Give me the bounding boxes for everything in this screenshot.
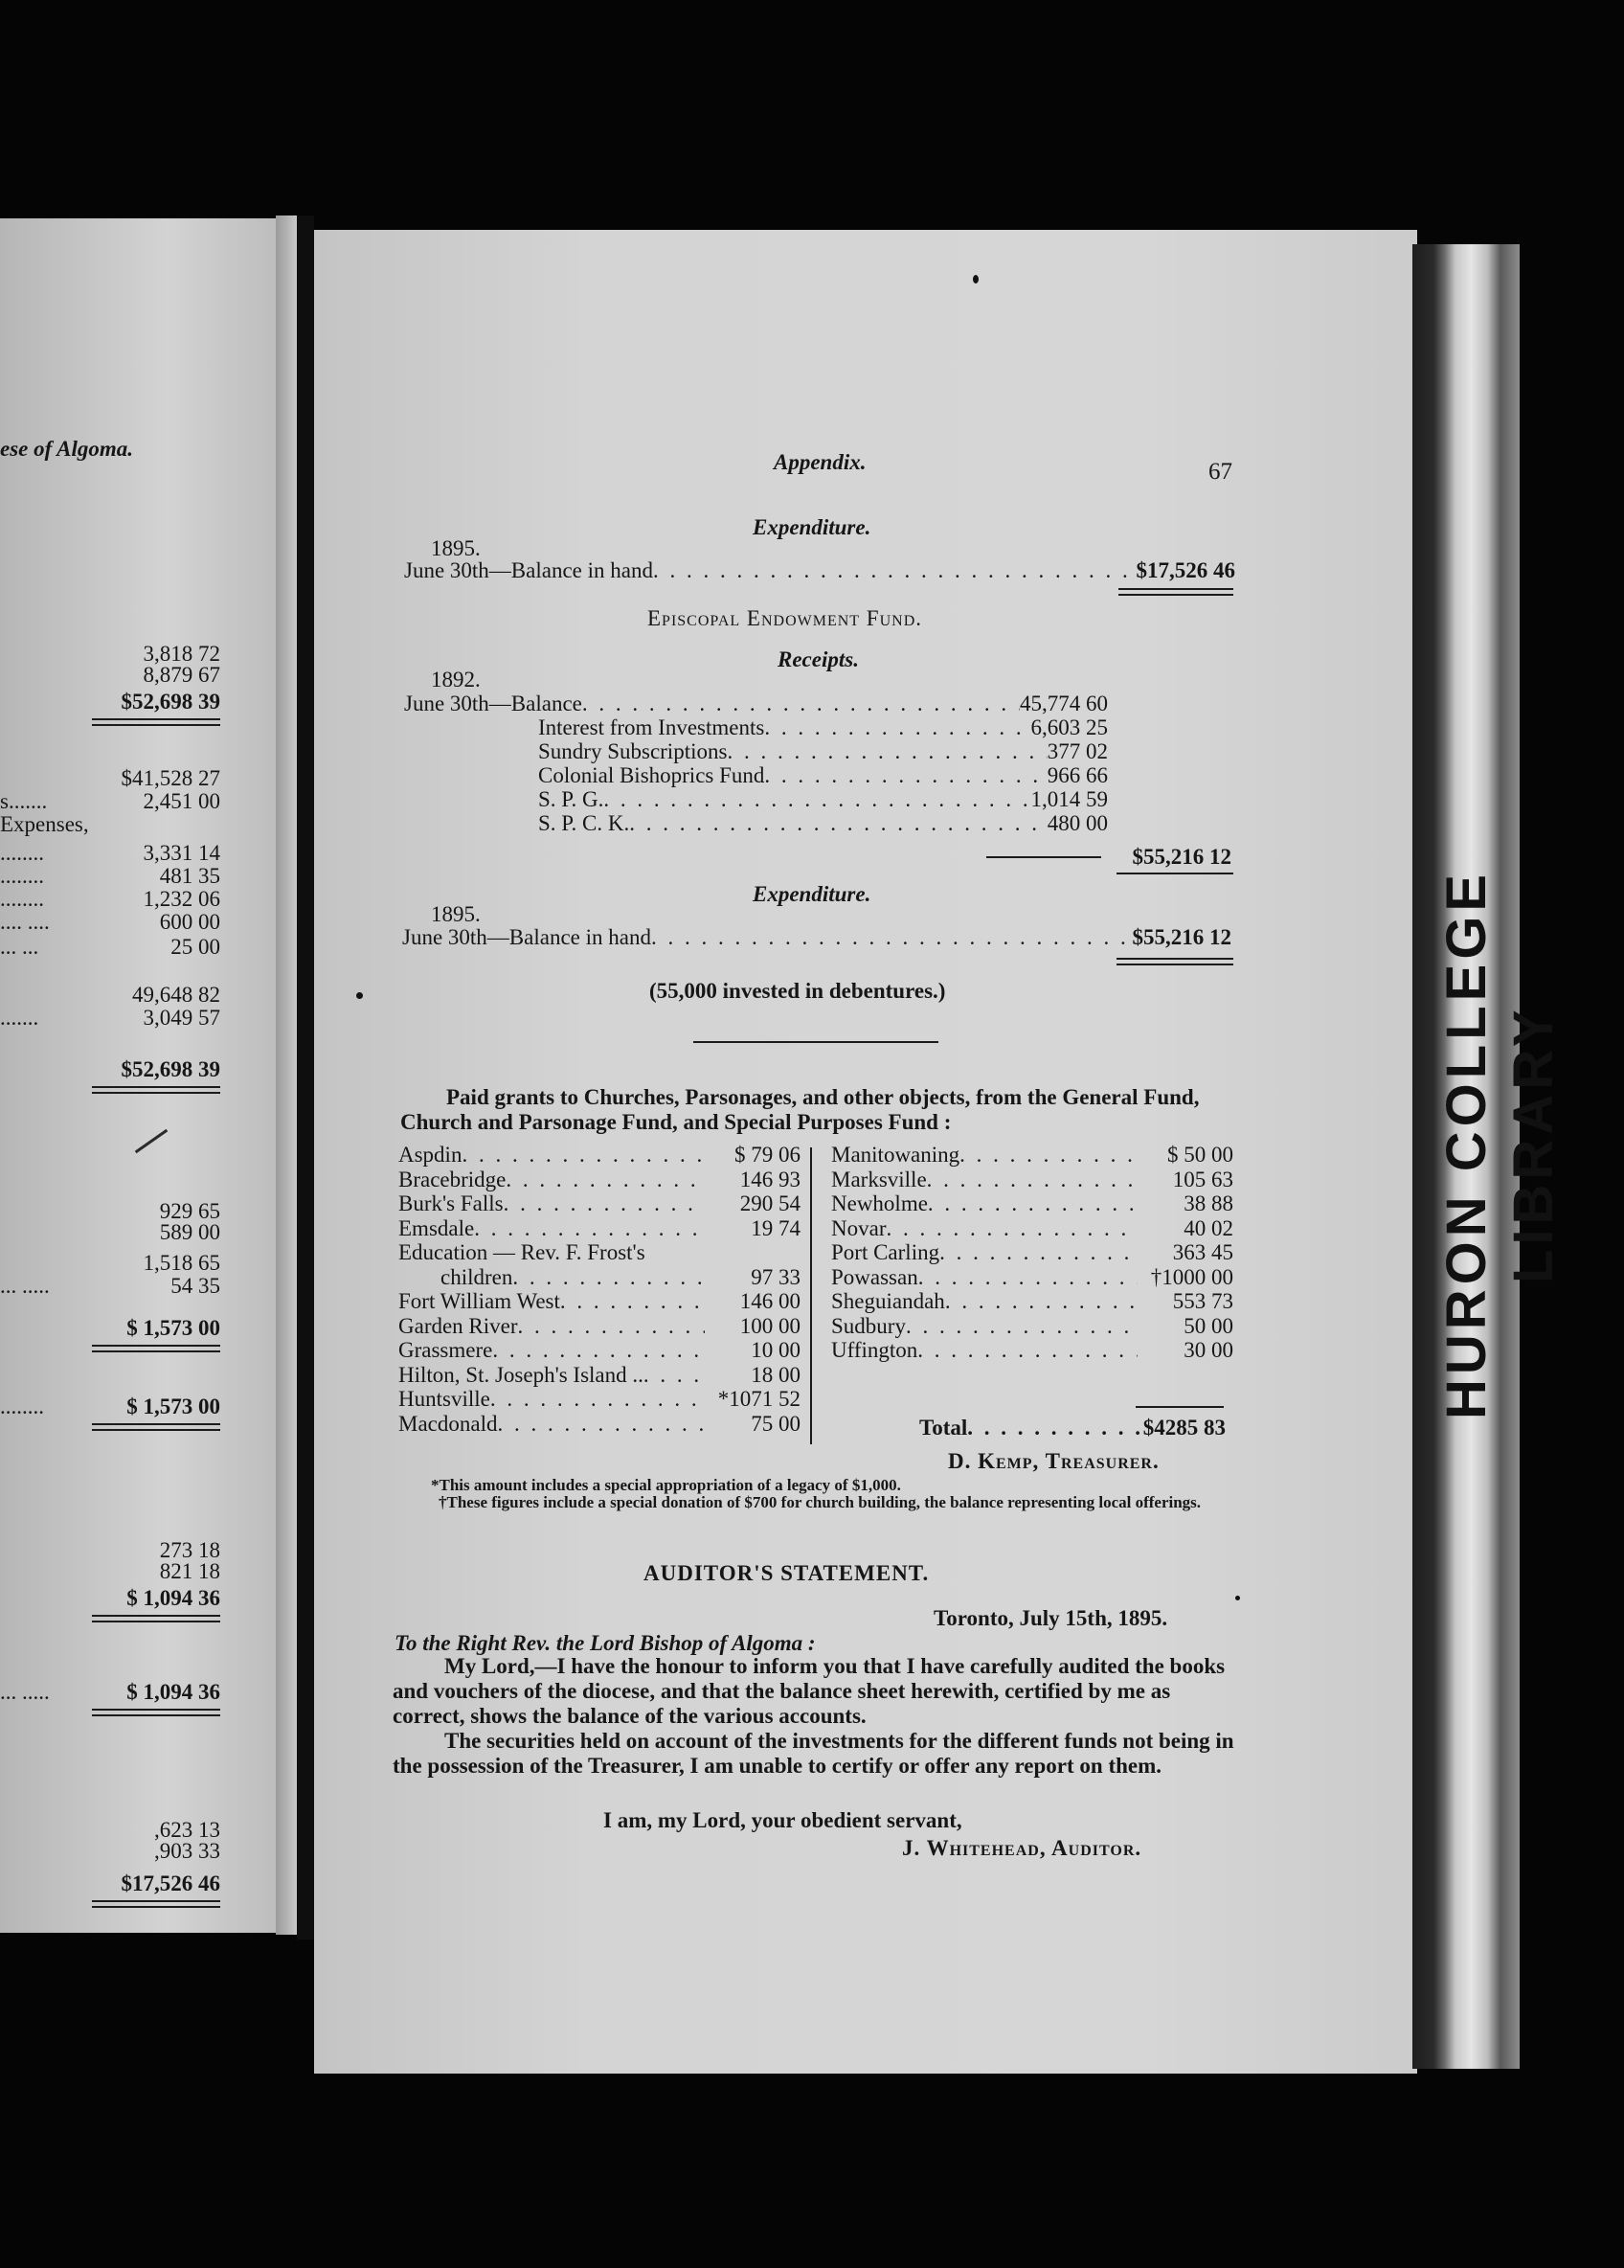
double-rule-bottom [1116,964,1233,965]
auditor-title: AUDITOR'S STATEMENT. [643,1561,930,1585]
endowment-line-label: S. P. C. K. [538,811,630,835]
grant-row [831,1191,1233,1216]
left-ledger-amount: 3,331 14 [143,841,220,865]
left-ledger-label: ... ..... [0,1680,50,1704]
left-ledger-label: .... .... [0,910,50,934]
left-ledger-amount: 49,648 82 [132,983,220,1007]
treasurer-signature: D. Kemp, Treasurer. [948,1449,1160,1473]
left-ledger-line [0,910,220,935]
endowment-line-amount: 480 00 [1047,811,1108,835]
leader-dots [492,1338,705,1363]
left-ledger-amount: $ 1,094 36 [126,1586,220,1610]
left-ledger-line [0,1274,220,1299]
left-ledger-amount: 589 00 [159,1220,220,1244]
left-ledger-label: ... ... [0,935,39,959]
left-total-rule [92,1615,220,1617]
column-divider [810,1147,812,1444]
grant-row [831,1216,1233,1241]
grant-recipient: Macdonald [398,1411,498,1436]
left-ledger-line [0,1220,220,1245]
grant-row [398,1168,801,1192]
leader-dots [928,1191,1138,1216]
leader-dots [603,787,1030,812]
left-ledger-line [0,690,220,714]
grant-amount: 75 00 [751,1411,801,1436]
grant-row [831,1265,1233,1290]
grant-recipient: Port Carling [831,1240,940,1264]
left-total-rule [92,1423,220,1425]
leader-dots [582,692,1020,716]
left-ledger-line [0,1586,220,1611]
left-ledger-line [0,1680,220,1705]
left-total-rule [92,1714,220,1716]
left-ledger-label: ........ [0,887,44,911]
leader-dots [490,1387,705,1412]
grant-amount: 10 00 [751,1338,801,1362]
left-ledger-line [0,887,220,912]
grant-row [398,1265,801,1290]
auditor-closing: I am, my Lord, your obedient servant, [603,1808,962,1832]
grant-amount: 553 73 [1172,1289,1233,1313]
grant-row [398,1143,801,1168]
left-ledger-amount: 1,232 06 [143,887,220,911]
left-ledger-line [0,663,220,688]
leader-dots [504,1191,705,1216]
left-ledger-amount: 8,879 67 [143,663,220,687]
left-ledger-line [0,983,220,1008]
leader-dots [497,1412,705,1437]
leader-dots [462,1143,705,1168]
left-ledger-amount: 2,451 00 [143,789,220,813]
grants-intro: Paid grants to Churches, Parsonages, and other objects, from the General Fund, Church and Parsonage Fund, and Special Purposes Fund : [400,1085,1200,1134]
grant-recipient: Novar [831,1215,887,1240]
left-ledger-line [0,841,220,866]
auditor-paragraph-1: My Lord,—I have the honour to inform you that I have carefully audited the books and vouchers of the diocese, and that the balance sheet herewith, certified by me as correct, shows the balance of the various accounts. [393,1654,1226,1728]
grant-amount: *1071 52 [717,1387,801,1411]
leader-dots [945,1289,1138,1314]
grant-recipient: Emsdale [398,1215,475,1240]
left-ledger-amount: $17,526 46 [121,1871,220,1895]
left-ledger-amount: 3,049 57 [143,1006,220,1030]
grant-amount: $ 79 06 [734,1143,801,1167]
left-ledger-label: ....... [0,1006,39,1030]
left-ledger-line [0,766,220,791]
ink-speck [356,992,363,999]
section-divider [693,1041,938,1043]
leader-dots [886,1216,1138,1241]
grant-amount: $ 50 00 [1167,1143,1233,1167]
leader-dots [560,1289,705,1314]
endowment-line-amount: 377 02 [1047,739,1108,763]
endowment-expenditure-line [402,925,1231,950]
grant-row [831,1143,1233,1168]
total-underline [1116,873,1233,874]
total-rule [1136,1406,1224,1408]
grant-amount: 38 88 [1184,1191,1233,1215]
grant-row [398,1363,801,1388]
leader-dots [927,1168,1138,1192]
left-ledger-amount: $52,698 39 [121,1057,220,1081]
endowment-expenditure-label: June 30th—Balance in hand [402,925,651,949]
left-ledger-line [0,1871,220,1896]
grant-amount: 363 45 [1172,1240,1233,1264]
grant-amount: 146 00 [739,1289,801,1313]
left-ledger-label: Expenses, [0,812,89,836]
double-rule-bottom [1118,594,1233,596]
grant-recipient: Burk's Falls [398,1191,504,1215]
left-ledger-amount: $ 1,094 36 [126,1680,220,1704]
grant-amount: 146 93 [739,1167,801,1191]
left-total-rule [92,1900,220,1902]
left-ledger-amount: 821 18 [159,1559,220,1583]
endowment-line [538,715,1108,740]
grant-amount: 18 00 [751,1362,801,1387]
leader-dots [764,715,1030,740]
left-ledger-label: s....... [0,789,48,813]
left-total-rule [92,1086,220,1088]
left-ledger-line [0,1057,220,1082]
left-ledger-amount: 273 18 [159,1538,220,1562]
endowment-line-label: Interest from Investments [538,715,765,739]
grant-row [398,1289,801,1314]
leader-dots [967,1416,1142,1440]
endowment-line [538,811,1108,836]
grant-amount: †1000 00 [1150,1264,1233,1289]
endowment-line-label: Colonial Bishoprics Fund [538,763,765,787]
running-head: Appendix. [774,450,867,474]
endowment-line-label: S. P. G. [538,787,604,811]
endowment-line-amount: 966 66 [1047,763,1108,787]
receipts-year: 1892. [431,668,481,692]
leader-dots [653,558,1137,583]
left-ledger-label: ........ [0,841,44,865]
receipts-heading: Receipts. [778,647,859,671]
footnote-legacy: *This amount includes a special appropriation of a legacy of $1,000. [431,1476,901,1494]
double-rule-top [1116,958,1233,960]
grant-amount: 50 00 [1184,1313,1233,1338]
grant-row [398,1387,801,1412]
grant-recipient: Sheguiandah [831,1289,945,1313]
grants-total-amount: $4285 83 [1142,1416,1226,1440]
endowment-line [404,692,1108,716]
grant-amount: 30 00 [1184,1338,1233,1362]
grant-amount: 97 33 [751,1264,801,1289]
left-ledger-line [0,1316,220,1341]
grants-left-column [398,1143,801,1436]
grant-recipient: Aspdin [398,1143,462,1167]
left-ledger-amount: 600 00 [159,910,220,934]
leader-dots [727,739,1047,764]
grants-total-line [919,1416,1226,1440]
leader-dots [764,763,1047,788]
endowment-total: $55,216 12 [1132,845,1231,869]
grant-row [398,1314,801,1339]
endowment-expenditure-year: 1895. [431,902,481,926]
ink-speck [1235,1596,1240,1600]
leader-dots [643,1363,705,1388]
expenditure-heading: Expenditure. [753,515,871,539]
left-ledger-amount: $41,528 27 [121,766,220,790]
grant-row [831,1289,1233,1314]
grant-amount: 40 02 [1184,1215,1233,1240]
grant-recipient: Garden River [398,1313,518,1338]
left-total-rule [92,1092,220,1094]
grant-recipient: Education — Rev. F. Frost's [398,1240,645,1264]
left-ledger-line [0,1839,220,1864]
left-total-rule [92,1350,220,1352]
grant-recipient: Uffington [831,1338,918,1362]
endowment-note: (55,000 invested in debentures.) [649,979,946,1003]
left-running-head: ese of Algoma. [0,437,134,461]
endowment-line-amount: 6,603 25 [1030,715,1108,739]
left-ledger-amount: $ 1,573 00 [126,1395,220,1418]
auditor-paragraph-2: The securities held on account of the investments for the different funds not being in the possession of the Treasurer, I am unable to certify or offer any report on them. [393,1729,1234,1778]
left-ledger-amount: 3,818 72 [143,642,220,666]
grant-row [831,1168,1233,1192]
grant-recipient: Newholme [831,1191,928,1215]
leader-dots [906,1314,1138,1339]
grant-amount: 290 54 [739,1191,801,1215]
leader-dots [918,1265,1138,1290]
grant-row [398,1191,801,1216]
grant-row [831,1240,1233,1265]
left-ledger-amount: 25 00 [170,935,220,959]
left-ledger-line [0,864,220,889]
leader-dots [512,1265,705,1290]
double-rule-top [1118,588,1233,590]
left-ledger-amount: ,903 33 [154,1839,220,1863]
left-ledger-line [0,1006,220,1031]
left-ledger-label: ........ [0,1395,44,1418]
auditor-salutation: To the Right Rev. the Lord Bishop of Algoma : [395,1631,816,1655]
endowment-line-label: June 30th—Balance [404,692,582,715]
grant-amount: 19 74 [751,1215,801,1240]
leader-dots [474,1216,705,1241]
left-total-rule [92,718,220,720]
left-ledger-label: ... ..... [0,1274,50,1298]
expenditure-year: 1895. [431,536,481,560]
left-ledger-line [0,789,220,814]
left-total-rule [92,1621,220,1622]
endowment-line [538,739,1108,764]
grant-recipient: Powassan [831,1264,918,1289]
ink-speck [973,275,979,284]
grants-total-label: Total [919,1416,968,1440]
grant-row [398,1216,801,1241]
left-ledger-amount: 481 35 [159,864,220,888]
leader-dots [939,1240,1138,1265]
left-ledger-line [0,1395,220,1419]
endowment-line-label: Sundry Subscriptions [538,739,728,763]
leader-dots [629,811,1048,836]
left-page-gutter [276,215,297,1935]
book-gutter [297,215,314,1939]
left-ledger-amount: 929 65 [159,1199,220,1223]
auditor-dateline: Toronto, July 15th, 1895. [934,1606,1168,1630]
grant-recipient: Manitowaning [831,1143,960,1167]
expenditure-balance-amount: $17,526 46 [1136,558,1235,582]
endowment-line [538,787,1108,812]
grant-row [831,1314,1233,1339]
left-ledger-amount: $ 1,573 00 [126,1316,220,1340]
left-ledger-line [0,812,220,837]
sum-rule [986,856,1101,858]
left-total-rule [92,724,220,726]
grant-recipient: Bracebridge [398,1167,507,1191]
leader-dots [959,1143,1138,1168]
grant-row [398,1240,801,1265]
endowment-expenditure-amount: $55,216 12 [1132,925,1231,949]
page-number: 67 [1208,459,1232,485]
left-ledger-line [0,935,220,960]
left-total-rule [92,1709,220,1711]
grant-row [398,1412,801,1437]
grant-recipient: Grassmere [398,1338,493,1362]
auditor-signature: J. Whitehead, Auditor. [902,1836,1142,1860]
footnote-donation: †These figures include a special donation of $700 for church building, the balance representing local offerings. [439,1493,1202,1511]
left-ledger-line [0,1251,220,1276]
leader-dots [518,1314,705,1339]
left-ledger-label: ........ [0,864,44,888]
grant-recipient: children [440,1264,513,1289]
left-ledger-amount: ,623 13 [154,1818,220,1842]
spine-library-label: HURON COLLEGE LIBRARY [1435,869,1565,1420]
left-total-rule [92,1429,220,1431]
grant-recipient: Sudbury [831,1313,906,1338]
grant-recipient: Hilton, St. Joseph's Island .. [398,1362,643,1387]
endowment-title: Episcopal Endowment Fund. [647,606,923,630]
grant-recipient: Marksville [831,1167,927,1191]
endowment-line-amount: 1,014 59 [1030,787,1108,811]
grant-row [398,1338,801,1363]
grant-row [831,1338,1233,1363]
endowment-expenditure-heading: Expenditure. [753,882,871,906]
left-total-rule [92,1906,220,1908]
left-ledger-line [0,1559,220,1584]
left-ledger-amount: 54 35 [170,1274,220,1298]
grant-amount: 105 63 [1172,1167,1233,1191]
endowment-line-amount: 45,774 60 [1020,692,1108,715]
expenditure-balance-line [404,558,1235,583]
grants-right-column [831,1143,1233,1363]
left-ledger-amount: $52,698 39 [121,690,220,714]
left-ledger-amount: 1,518 65 [143,1251,220,1275]
grant-recipient: Huntsville [398,1387,490,1411]
leader-dots [917,1338,1138,1363]
endowment-line [538,763,1108,788]
expenditure-balance-label: June 30th—Balance in hand [404,558,653,582]
left-total-rule [92,1345,220,1347]
leader-dots [506,1168,705,1192]
grant-recipient: Fort William West [398,1289,560,1313]
leader-dots [651,925,1133,950]
grant-amount: 100 00 [739,1313,801,1338]
